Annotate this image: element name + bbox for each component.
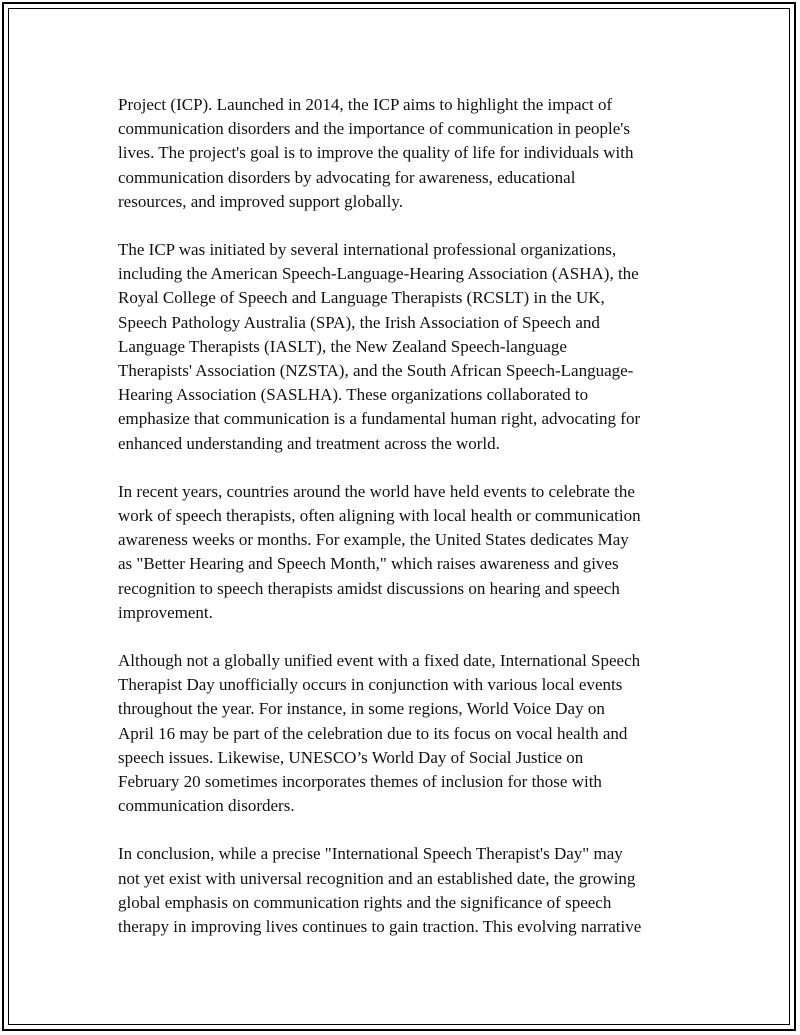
paragraph-icp-organizations [118,238,693,456]
text-line: enhanced understanding and treatment across the world. [118,433,500,453]
text-line: April 16 may be part of the celebration due to its focus on vocal health and [118,723,628,743]
text-line: Project (ICP). Launched in 2014, the ICP aims to highlight the impact of [118,95,613,114]
text-line: February 20 sometimes incorporates themes of inclusion for those with [118,772,602,792]
text-line: Therapists' Association (NZSTA), and the South African Speech-Language- [118,361,634,381]
text-line: including the American Speech-Language-Hearing Association (ASHA), the [118,264,639,284]
text-line: improvement. [118,602,213,622]
paragraph-icp-intro [118,93,693,214]
paragraph-unofficial-day [118,649,693,818]
text-line: lives. The project's goal is to improve the quality of life for individuals with [118,143,634,163]
text-line: therapy in improving lives continues to gain traction. This evolving narrative [118,917,642,937]
text-line: speech issues. Likewise, UNESCO’s World Day of Social Justice on [118,747,584,767]
text-line: global emphasis on communication rights and the significance of speech [118,892,612,912]
text-line: Royal College of Speech and Language Therapists (RCSLT) in the UK, [118,288,605,308]
text-line: Hearing Association (SASLHA). These organizations collaborated to [118,385,589,405]
text-line: communication disorders and the importance of communication in people's [118,119,630,139]
text-line: Therapist Day unofficially occurs in conjunction with various local events [118,675,623,695]
text-line: work of speech therapists, often aligning with local health or communication [118,506,641,526]
paragraph-conclusion [118,842,693,939]
text-line: communication disorders by advocating for awareness, educational [118,167,576,187]
text-line: recognition to speech therapists amidst discussions on hearing and speech [118,578,620,598]
text-line: In recent years, countries around the world have held events to celebrate the [118,481,635,501]
text-line: Language Therapists (IASLT), the New Zealand Speech-language [118,336,567,356]
text-line: In conclusion, while a precise "International Speech Therapist's Day" may [118,844,623,864]
text-line: Although not a globally unified event with a fixed date, International Speech [118,651,641,671]
text-line: as "Better Hearing and Speech Month," which raises awareness and gives [118,554,619,574]
text-line: communication disorders. [118,796,295,816]
document-body [118,93,693,963]
text-line: throughout the year. For instance, in some regions, World Voice Day on [118,699,605,719]
text-line: The ICP was initiated by several international professional organizations, [118,240,617,260]
text-line: emphasize that communication is a fundamental human right, advocating for [118,409,641,429]
text-line: Speech Pathology Australia (SPA), the Irish Association of Speech and [118,312,600,332]
text-line: not yet exist with universal recognition and an established date, the growing [118,868,636,888]
paragraph-recent-events [118,480,693,625]
text-line: awareness weeks or months. For example, the United States dedicates May [118,530,629,550]
text-line: resources, and improved support globally. [118,191,403,211]
